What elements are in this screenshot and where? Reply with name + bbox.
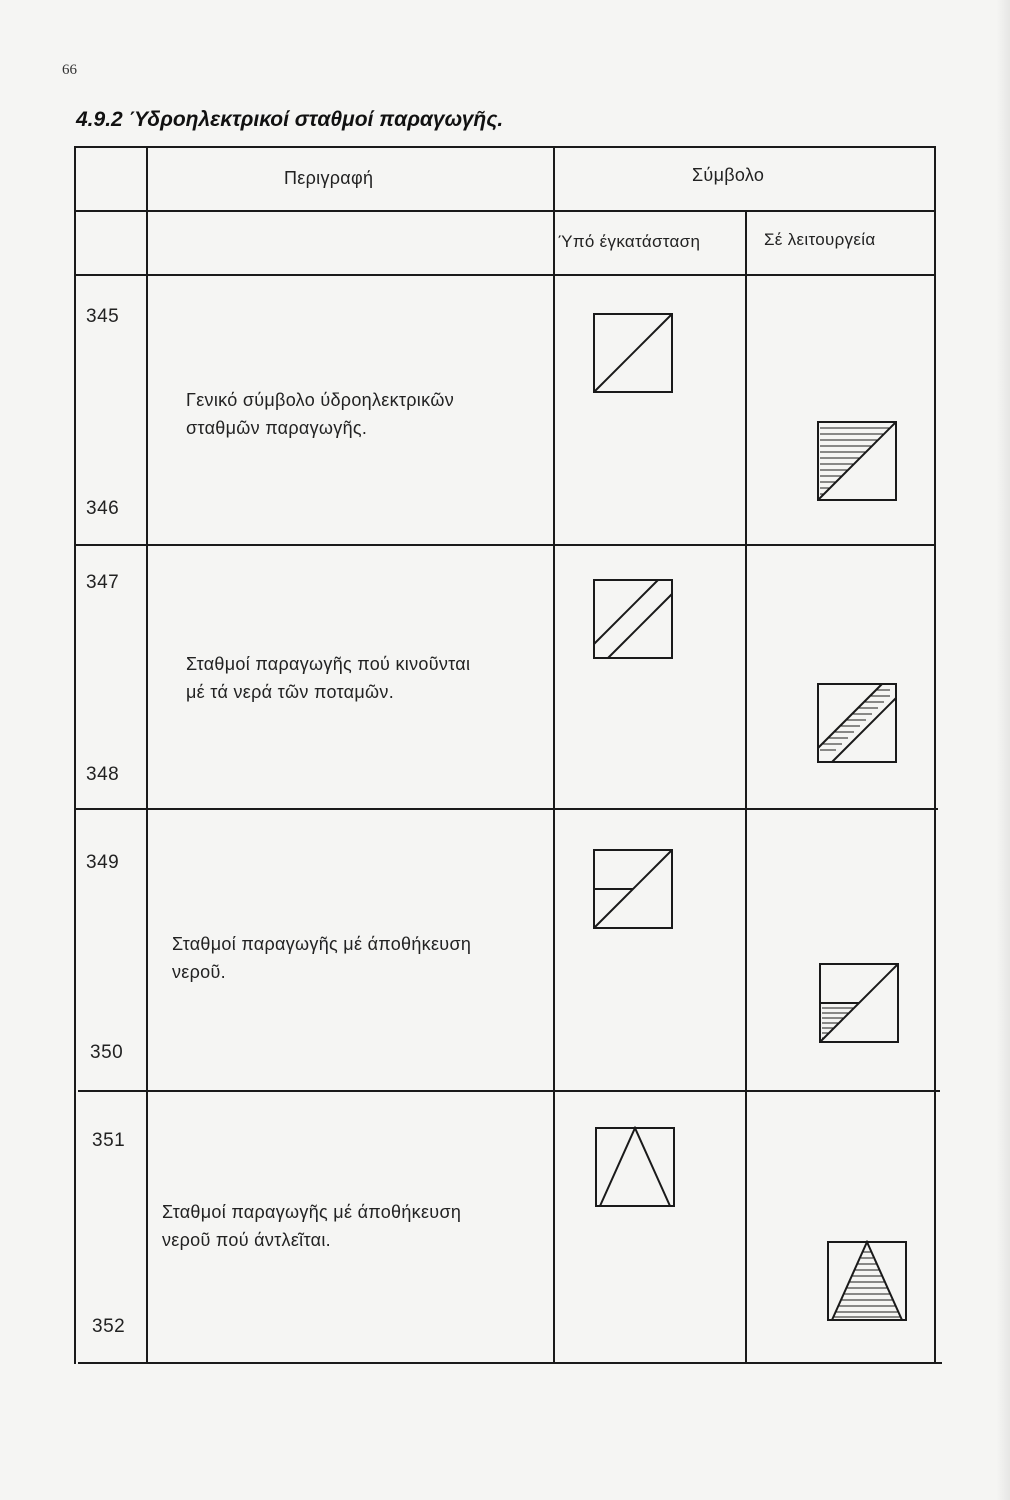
page-number: 66 [62, 62, 77, 78]
description-line: Σταθμοί παραγωγῆς μέ άποθήκευση [172, 934, 472, 954]
item-number: 348 [86, 764, 120, 785]
table-right-border [934, 146, 936, 1364]
table-bottom-border [78, 1362, 942, 1364]
description-line: νεροῦ. [172, 962, 226, 982]
item-description [172, 930, 471, 986]
description-column-divider [553, 146, 555, 1364]
square-diagonal-midline-hatched-icon [816, 962, 902, 1046]
section-title: 4.9.2 Ύδροηλεκτρικοί σταθμοί παραγωγῆς. [76, 108, 504, 131]
symbol-subcolumn-divider [745, 210, 747, 1364]
item-number: 352 [92, 1316, 126, 1337]
square-diagonal-hatched-icon [814, 420, 900, 504]
header-divider [74, 210, 934, 212]
item-number: 349 [86, 852, 120, 873]
number-column-divider [146, 146, 148, 1364]
description-line: Σταθμοί παραγωγῆς μέ άποθήκευση [162, 1202, 462, 1222]
page-edge-shadow [996, 0, 1010, 1500]
under-construction-header: Ύπό έγκατάσταση [558, 232, 701, 251]
square-triangle-icon [592, 1126, 678, 1210]
item-number: 347 [86, 572, 120, 593]
symbol-header: Σύμβολο [692, 165, 765, 185]
row-divider-3 [78, 1090, 940, 1092]
item-description [162, 1198, 461, 1254]
square-double-diagonal-icon [590, 578, 676, 662]
square-diagonal-icon [590, 312, 676, 396]
item-number: 350 [90, 1042, 124, 1063]
row-divider-2 [76, 808, 938, 810]
item-number: 345 [86, 306, 120, 327]
item-number: 351 [92, 1130, 126, 1151]
table-left-border [74, 146, 76, 1364]
item-description [186, 650, 470, 706]
row-divider-1 [76, 544, 936, 546]
description-line: σταθμῶν παραγωγῆς. [186, 418, 368, 438]
description-line: νεροῦ πού άντλεῖται. [162, 1230, 331, 1250]
item-number: 346 [86, 498, 120, 519]
square-double-diagonal-hatched-icon [814, 682, 900, 766]
item-description [186, 386, 454, 442]
square-triangle-hatched-icon [824, 1240, 910, 1324]
square-diagonal-midline-icon [590, 848, 676, 932]
header-bottom-border [74, 274, 934, 276]
description-line: Σταθμοί παραγωγῆς πού κινοῦνται [186, 654, 471, 674]
table-top-border [74, 146, 934, 148]
in-operation-header: Σέ λειτουργεία [764, 230, 876, 249]
description-header: Περιγραφή [284, 168, 374, 188]
description-line: μέ τά νερά τῶν ποταμῶν. [186, 682, 395, 702]
description-line: Γενικό σύμβολο ύδροηλεκτρικῶν [186, 390, 455, 410]
